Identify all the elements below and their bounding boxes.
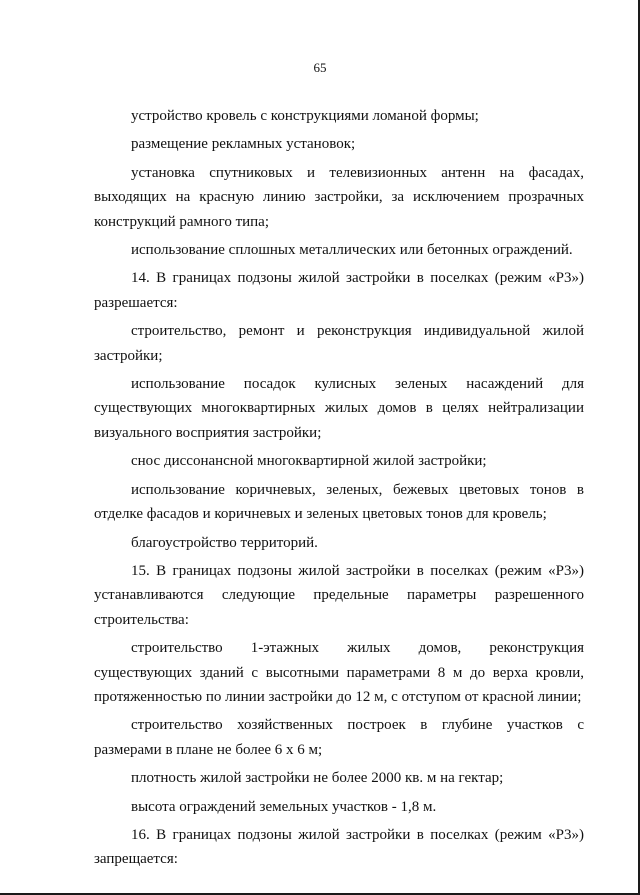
paragraph: использование коричневых, зеленых, бежевых цветовых тонов в отделке фасадов и коричневых и зеленых цветовых тонов для кровель; — [94, 481, 584, 523]
paragraph: использование сплошных металлических или бетонных ограждений. — [131, 242, 573, 259]
paragraph: высота ограждений земельных участков - 1,8 м. — [131, 798, 437, 815]
page-number: 65 — [313, 60, 327, 75]
paragraph: плотность жилой застройки не более 2000 кв. м на гектар; — [131, 770, 504, 787]
paragraph: установка спутниковых и телевизионных антенн на фасадах, выходящих на красную линию застройки, за исключением прозрачных конструкций рамного типа; — [94, 164, 584, 230]
paragraph: снос диссонансной многоквартирной жилой застройки; — [131, 453, 487, 470]
paragraph: 15. В границах подзоны жилой застройки в поселках (режим «Р3») устанавливаются следующие предельные параметры разрешенного строительства: — [94, 562, 584, 628]
paragraph: строительство, ремонт и реконструкция индивидуальной жилой застройки; — [94, 323, 584, 364]
paragraph: устройство кровель с конструкциями ломаной формы; — [131, 108, 479, 124]
paragraph: 16. В границах подзоны жилой застройки в поселках (режим «Р3») запрещается: — [94, 826, 584, 868]
document-body — [94, 104, 584, 876]
paragraph: благоустройство территорий. — [131, 534, 318, 551]
paragraph: использование посадок кулисных зеленых насаждений для существующих многоквартирных жилых домов в целях нейтрализации визуального восприятия застройки; — [94, 376, 584, 441]
paragraph: строительство хозяйственных построек в глубине участков с размерами в плане не более 6 х 6 м; — [94, 717, 584, 758]
paragraph: строительство 1-этажных жилых домов, реконструкция существующих зданий с высотными параметрами 8 м до верха кровли, протяженностью по линии застройки до 12 м, с отступом от красной линии; — [94, 640, 584, 705]
paragraph: 14. В границах подзоны жилой застройки в поселках (режим «Р3») разрешается: — [94, 270, 584, 311]
paragraph: размещение рекламных установок; — [131, 136, 356, 153]
